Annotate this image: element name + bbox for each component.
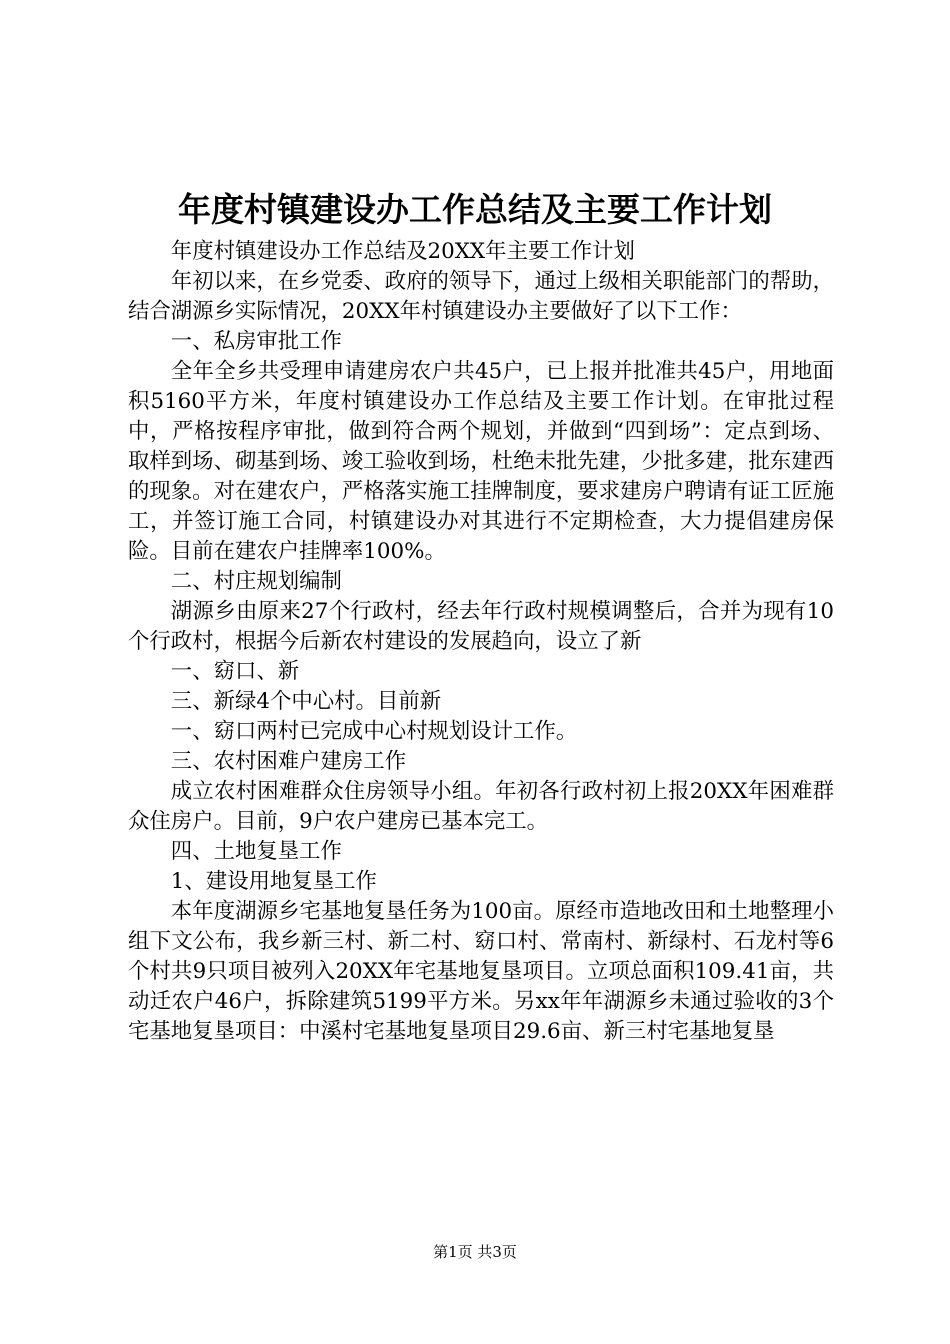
section-heading-land-reclamation: 四、土地复垦工作 xyxy=(170,839,342,864)
section-heading-private-housing: 一、私房审批工作 xyxy=(170,329,342,354)
document-title: 年度村镇建设办工作总结及主要工作计划 xyxy=(178,190,772,229)
paragraph-village-planning: 湖源乡由原来27个行政村，经去年行政村规模调整后，合并为现有10个行政村，根据今后新农村建设的发展趋向，设立了新 xyxy=(128,599,834,654)
paragraph-poor-households: 成立农村困难群众住房领导小组。年初各行政村初上报20XX年困难群众住房户。目前，9户农户建房已基本完工。 xyxy=(128,779,834,834)
paragraph-private-housing: 全年全乡共受理申请建房农户共45户，已上报并批准共45户，用地面积5160平方米，年度村镇建设办工作总结及主要工作计划。在审批过程中，严格按程序审批，做到符合两个规划，并做到“四到场”：定点到场、取样到场、砌基到场、竣工验收到场，杜绝未批先建，少批多建，批东建西的现象。对在建农户，严格落实施工挂牌制度，要求建房户聘请有证工匠施工，并签订施工合同，村镇建设办对其进行不定期检查，大力提倡建房保险。目前在建农户挂牌率100%。 xyxy=(128,359,834,564)
page-footer: 第1页 共3页 xyxy=(433,1243,517,1261)
document-body xyxy=(128,237,834,1047)
subsection-heading-construction-land: 1、建设用地复垦工作 xyxy=(170,869,377,894)
paragraph-construction-land: 本年度湖源乡宅基地复垦任务为100亩。原经市造地改田和土地整理小组下文公布，我乡新三村、新二村、窈口村、常南村、新绿村、石龙村等6个村共9只项目被列入20XX年宅基地复垦项目。立项总面积109.41亩，共动迁农户46户，拆除建筑5199平方米。另xx年年湖源乡未通过验收的3个宅基地复垦项目：中溪村宅基地复垦项目29.6亩、新三村宅基地复垦 xyxy=(128,899,834,1044)
paragraph-line: 一、窈口、新 xyxy=(170,659,300,684)
paragraph-line: 三、新绿4个中心村。目前新 xyxy=(170,689,442,714)
paragraph-subtitle: 年度村镇建设办工作总结及20XX年主要工作计划 xyxy=(170,239,635,264)
paragraph-line: 一、窈口两村已完成中心村规划设计工作。 xyxy=(170,719,578,744)
section-heading-poor-households: 三、农村困难户建房工作 xyxy=(170,749,407,774)
section-heading-village-planning: 二、村庄规划编制 xyxy=(170,569,342,594)
paragraph-intro: 年初以来，在乡党委、政府的领导下，通过上级相关职能部门的帮助，结合湖源乡实际情况，20XX年村镇建设办主要做好了以下工作： xyxy=(128,269,834,324)
